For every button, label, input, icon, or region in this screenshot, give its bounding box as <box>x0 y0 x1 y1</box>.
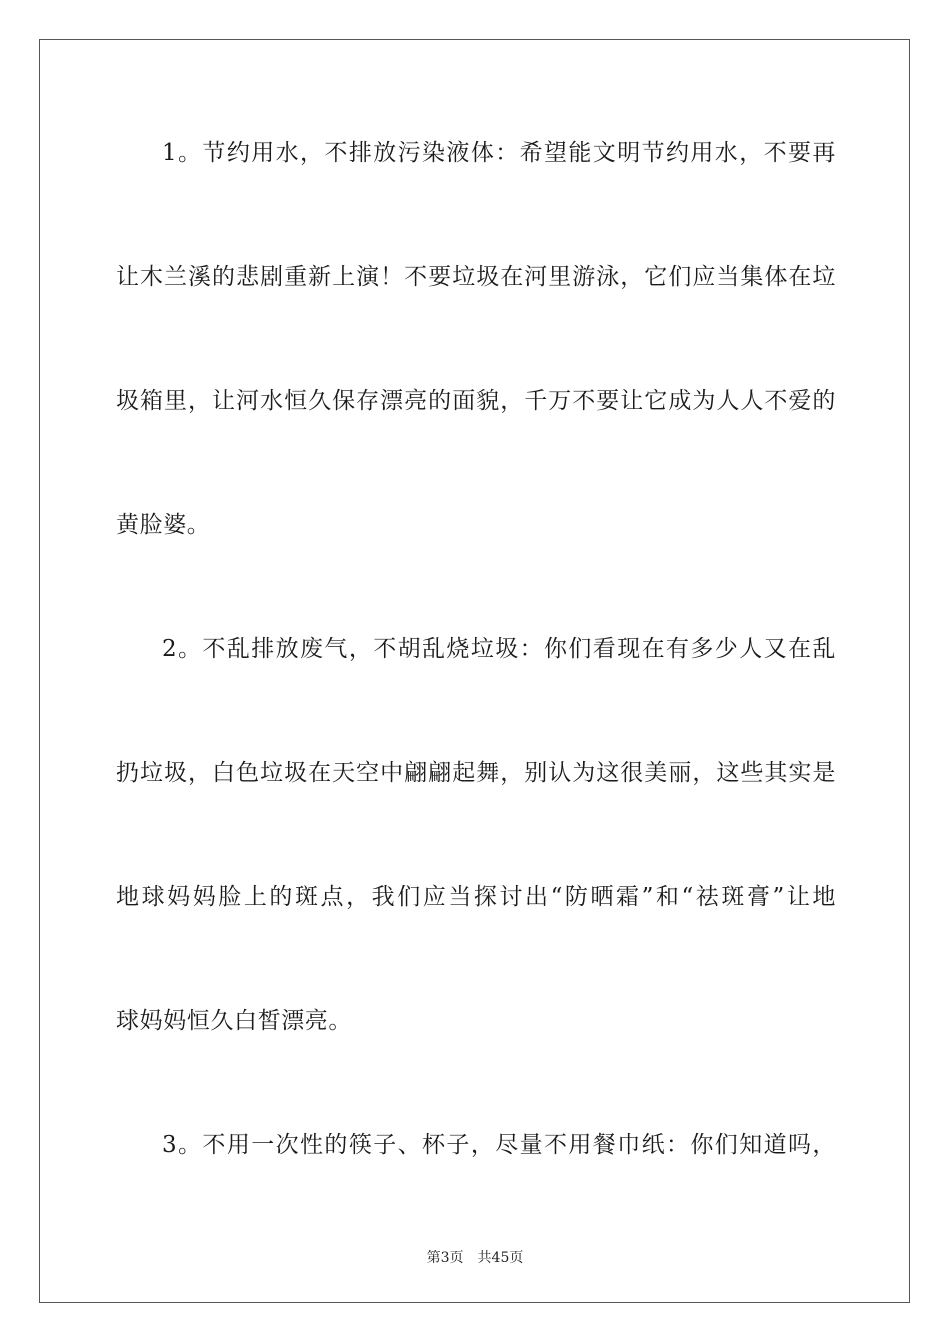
paragraph-2-line-3: 地球妈妈脸上的斑点，我们应当探讨出“防晒霜”和“祛斑膏”让地 <box>116 884 836 910</box>
paragraph-3-line-1: 3。不用一次性的筷子、杯子，尽量不用餐巾纸：你们知道吗， <box>162 1132 836 1158</box>
page-footer <box>0 1247 950 1267</box>
page-border <box>39 39 910 1303</box>
paragraph-2-line-2: 扔垃圾，白色垃圾在天空中翩翩起舞，别认为这很美丽，这些其实是 <box>116 760 836 786</box>
paragraph-1-line-3: 圾箱里，让河水恒久保存漂亮的面貌，千万不要让它成为人人不爱的 <box>116 388 836 414</box>
page-number: 第3页 <box>426 1250 464 1266</box>
paragraph-1-line-1: 1。节约用水，不排放污染液体：希望能文明节约用水，不要再 <box>162 140 836 166</box>
paragraph-1-line-2: 让木兰溪的悲剧重新上演！不要垃圾在河里游泳，它们应当集体在垃 <box>116 264 836 290</box>
page-total: 共45页 <box>477 1250 524 1266</box>
paragraph-1-line-4: 黄脸婆。 <box>116 512 211 538</box>
paragraph-2-line-4: 球妈妈恒久白皙漂亮。 <box>116 1008 352 1034</box>
paragraph-2-line-1: 2。不乱排放废气，不胡乱烧垃圾：你们看现在有多少人又在乱 <box>162 636 836 662</box>
